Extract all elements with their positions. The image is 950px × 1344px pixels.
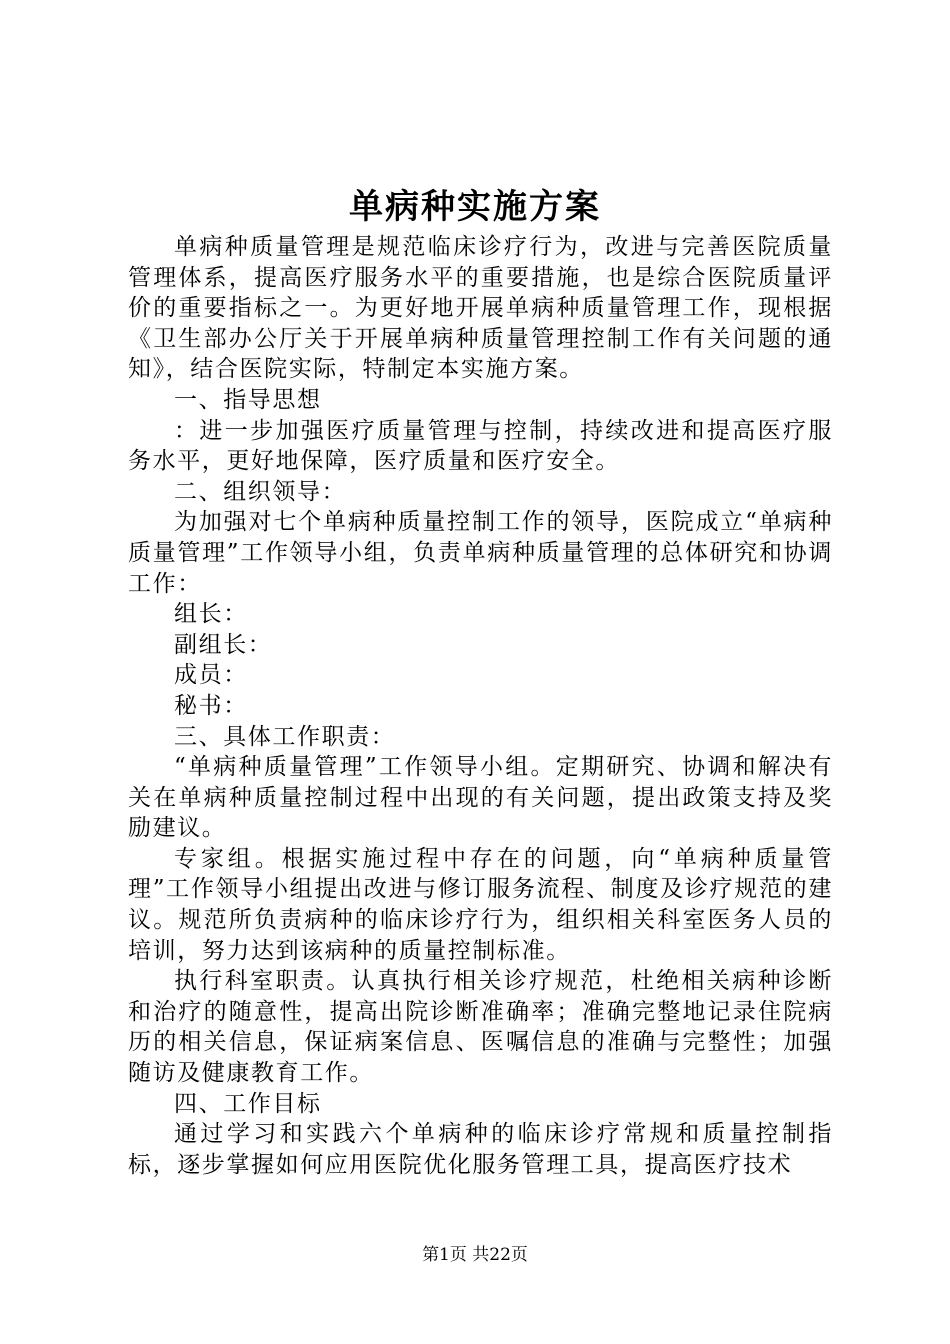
paragraph-department-duty: 执行科室职责。认真执行相关诊疗规范，杜绝相关病种诊断和治疗的随意性，提高出院诊断准确率；准确完整地记录住院病历的相关信息，保证病案信息、医嘱信息的准确与完整性；加强随访及健康教育工作。	[128, 968, 833, 1087]
paragraph-guiding-thought: ：进一步加强医疗质量管理与控制，持续改进和提高医疗服务水平，更好地保障，医疗质量和医疗安全。	[128, 417, 833, 475]
document-body	[128, 232, 833, 1180]
document-title: 单病种实施方案	[349, 187, 601, 227]
field-group-leader: 组长：	[174, 601, 248, 628]
paragraph-goals: 通过学习和实践六个单病种的临床诊疗常规和质量控制指标，逐步掌握如何应用医院优化服务管理工具，提高医疗技术	[128, 1121, 833, 1178]
paragraph-leading-group-duty: “单病种质量管理”工作领导小组。定期研究、协调和解决有关在单病种质量控制过程中出现的有关问题，提出政策支持及奖励建议。	[128, 754, 833, 842]
paragraph-intro: 单病种质量管理是规范临床诊疗行为，改进与完善医院质量管理体系，提高医疗服务水平的重要措施，也是综合医院质量评价的重要指标之一。为更好地开展单病种质量管理工作，现根据《卫生部办公厅关于开展单病种质量管理控制工作有关问题的通知》，结合医院实际，特制定本实施方案。	[128, 234, 833, 383]
field-deputy-leader: 副组长：	[174, 631, 273, 658]
page-number-footer: 第1页 共22页	[422, 1245, 528, 1265]
section-heading-goals: 四、工作目标	[174, 1090, 322, 1117]
paragraph-expert-group-duty: 专家组。根据实施过程中存在的问题，向“单病种质量管理”工作领导小组提出改进与修订服务流程、制度及诊疗规范的建议。规范所负责病种的临床诊疗行为，组织相关科室医务人员的培训，努力达到该病种的质量控制标准。	[128, 845, 833, 964]
paragraph-organization: 为加强对七个单病种质量控制工作的领导，医院成立“单病种质量管理”工作领导小组，负责单病种质量管理的总体研究和协调工作：	[128, 509, 833, 597]
section-heading-guiding-thought: 一、指导思想	[174, 386, 322, 413]
section-heading-responsibilities: 三、具体工作职责：	[174, 723, 396, 750]
field-members: 成员：	[174, 662, 248, 689]
section-heading-organization: 二、组织领导：	[174, 478, 347, 505]
field-secretary: 秘书：	[174, 692, 248, 719]
